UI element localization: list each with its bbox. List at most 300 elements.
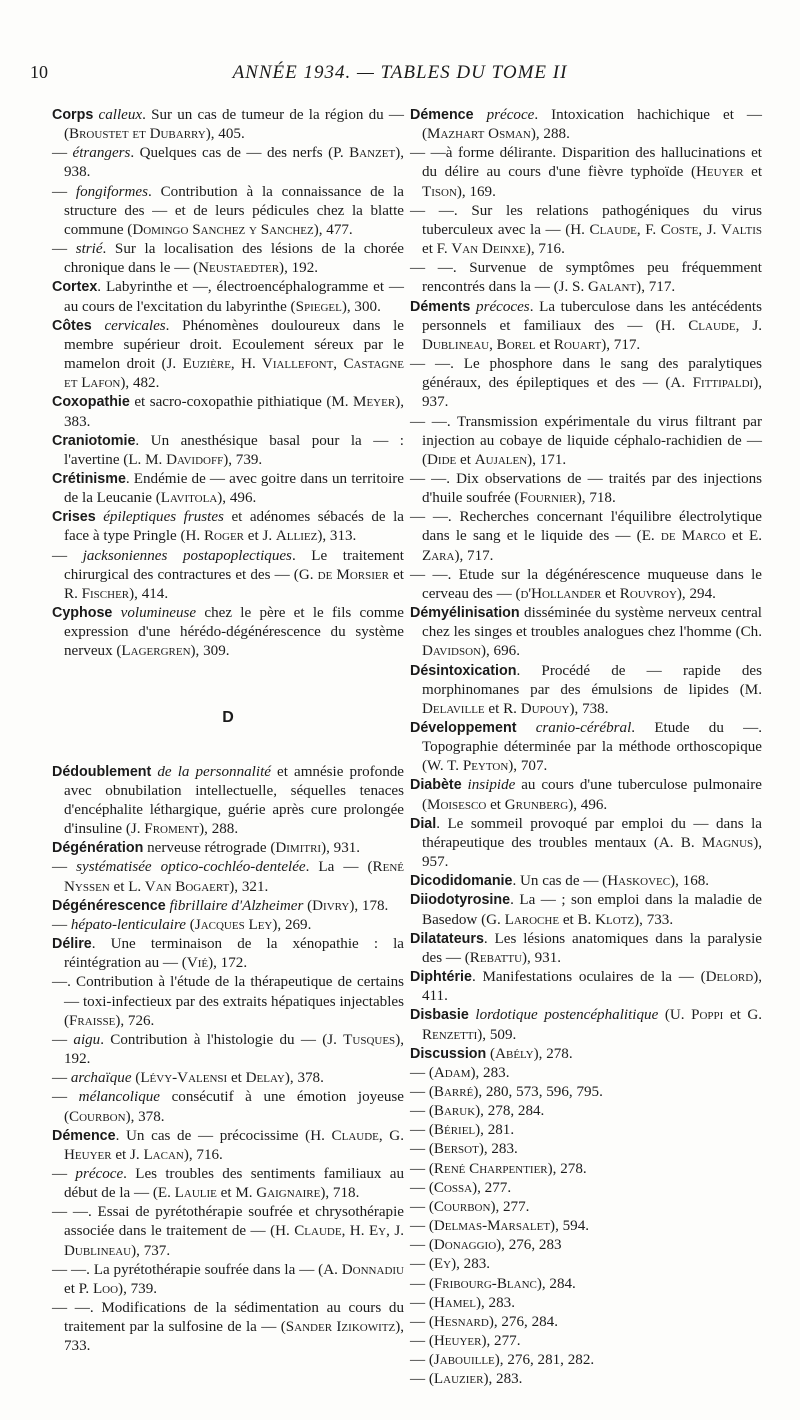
author-name: Dide [427, 451, 457, 468]
index-entry [410, 891, 762, 929]
entry-text: . Contribution à la connaissance de la structure des — et de leurs pédicules chez la blatte commune ( [64, 183, 405, 238]
entry-text: — [52, 145, 73, 162]
entry-text: et [486, 796, 505, 813]
index-entry [410, 1121, 762, 1140]
entry-text: — —. Recherches concernant l'équilibre électrolytique dans le sang et le liquide des — (E. [410, 509, 762, 545]
entry-text: , J. [735, 317, 763, 334]
entry-text: et G. [723, 1007, 763, 1024]
entry-text: ), 707. [508, 758, 548, 775]
index-entry [410, 1255, 762, 1274]
author-name: Renzetti [422, 1026, 478, 1043]
index-entry [52, 470, 404, 508]
entry-text: — —. Sur les relations pathogéniques du virus tuberculeux avec la — (H. [410, 202, 762, 238]
entry-text: . Le sommeil provoqué par emploi du — dans la thérapeutique des troubles mentaux (A. B. [422, 815, 762, 851]
entry-text: — ( [410, 1333, 434, 1349]
author-name: Domingo Sanchez y Sanchez [132, 221, 314, 238]
author-name: Galant [588, 279, 637, 296]
author-name: Bériel [433, 1122, 476, 1139]
entry-qualifier: cranio-cérébral [535, 720, 632, 736]
entry-heading: Désintoxication [410, 662, 517, 679]
index-entry [410, 815, 762, 872]
index-entry [410, 1351, 762, 1370]
author-name: Divry [312, 897, 350, 914]
author-name: Abély [495, 1045, 534, 1062]
entry-heading: Démence [410, 107, 474, 123]
section-letter-d: D [222, 708, 234, 726]
author-name: Baruk [433, 1103, 476, 1120]
entry-text: ), 411. [422, 969, 762, 1005]
entry-text: ), 716. [525, 241, 565, 258]
entry-text: , [489, 336, 497, 353]
entry-text: ), 276, 283 [496, 1237, 562, 1254]
entry-text: nerveuse rétrograde ( [143, 840, 276, 857]
entry-text: ), 717. [454, 547, 494, 564]
author-name: Lacan [143, 1146, 184, 1163]
entry-text: ), 284. [536, 1275, 576, 1292]
entry-text: et sacro-coxopathie pithiatique (M. [129, 394, 354, 411]
entry-text: . La — ; son emploi dans la maladie de Basedow (G. [422, 892, 762, 928]
entry-text: — —. Le phosphore dans le sang des paralytiques généraux, des épileptiques et des — (A. [410, 356, 762, 392]
running-title: ANNÉE 1934. — TABLES DU TOME II [232, 62, 568, 83]
entry-text: ), 283. [475, 1294, 515, 1311]
author-name: Alliez [275, 528, 318, 545]
author-name: Rouart [553, 336, 602, 353]
entry-text: ), 280, 573, 596, 795. [473, 1083, 603, 1100]
entry-text: ), 739. [118, 1280, 158, 1297]
author-name: de Marco [660, 528, 726, 545]
entry-text: , J. [698, 221, 721, 238]
index-entry [52, 1088, 404, 1126]
entry-qualifier: volumineuse [120, 605, 197, 622]
author-name: Courbon [433, 1198, 491, 1215]
entry-heading: Dilatateurs [410, 930, 484, 947]
author-name: Tison [422, 183, 457, 200]
author-name: Moisesco [427, 796, 487, 813]
entry-text: ), 309. [190, 643, 230, 660]
entry-text: et [743, 164, 763, 181]
author-name: Magnus [701, 834, 754, 851]
index-entry [52, 317, 404, 394]
author-name: Neustaedter [198, 260, 280, 277]
entry-text: ), 277. [472, 1179, 512, 1196]
author-name: Mazhart Osman [427, 126, 531, 143]
entry-text: ), 276, 284. [488, 1313, 558, 1330]
entry-text: ), 169. [456, 183, 496, 200]
author-name: René Nyssen [64, 859, 404, 895]
entry-text: ( [131, 1070, 141, 1087]
entry-text: ), 383. [64, 394, 404, 430]
author-name: Fischer [81, 585, 130, 602]
entry-text: et amnésie profonde avec obnubilation intellectuelle, séquelles tenaces d'encéphalite léthargique, guérie après cure prolongée d'insuline (J. [64, 763, 405, 838]
index-entry [52, 508, 404, 546]
index-entry [410, 508, 762, 565]
author-name: Poppi [691, 1007, 724, 1024]
author-name: Roger [203, 528, 244, 545]
entry-text: ), 496. [217, 490, 257, 507]
index-entry [410, 470, 762, 508]
index-entry [410, 1179, 762, 1198]
entry-text: , G. [378, 1127, 404, 1144]
index-entry [410, 106, 762, 144]
index-entry [410, 1198, 762, 1217]
index-entry [410, 355, 762, 412]
entry-qualifier: épileptiques frustes [103, 509, 224, 526]
author-name: Barré [433, 1083, 474, 1100]
entry-heading: Dial [410, 815, 437, 832]
index-entry [410, 259, 762, 297]
author-name: Lévy-Valensi [140, 1070, 228, 1087]
entry-text: et [109, 878, 129, 895]
entry-text: ), 509. [477, 1026, 517, 1043]
index-entry [410, 1332, 762, 1351]
index-entry [52, 1165, 404, 1203]
entry-qualifier: insipide [467, 777, 516, 794]
entry-text: et J. [244, 528, 276, 545]
entry-text: ), 178. [349, 897, 389, 914]
entry-text: — ( [410, 1103, 434, 1120]
author-name: Van Deinxe [451, 241, 526, 258]
index-entry [410, 930, 762, 968]
entry-text: — [52, 1031, 74, 1048]
entry-text: ), 192. [64, 1031, 404, 1068]
entry-text: ), 283. [470, 1064, 510, 1081]
index-entry [410, 776, 762, 814]
entry-qualifier: précoce [486, 107, 535, 123]
entry-heading: Démence [52, 1127, 116, 1144]
entry-text: ), 378. [284, 1070, 324, 1087]
entry-text: — [52, 241, 76, 258]
author-name: Heuyer [696, 164, 744, 181]
entry-qualifier: précoce [75, 1165, 124, 1182]
index-entry [52, 432, 404, 470]
index-entry [410, 1370, 762, 1389]
author-name: Lagergren [121, 643, 191, 660]
author-name: Ey [433, 1256, 452, 1273]
entry-text: ), 405. [205, 126, 245, 143]
author-name: Jabouille [433, 1352, 495, 1369]
entry-text: ), 192. [279, 260, 319, 277]
author-name: Claude [589, 221, 637, 238]
entry-text: , F. [636, 221, 661, 238]
author-name: Loo [92, 1280, 119, 1297]
entry-heading: Crétinisme [52, 470, 126, 487]
entry-text: chez le père et le fils comme expression d'une hérédo-dégénérescence du système nerveux ( [64, 605, 404, 660]
entry-text: ), 718. [320, 1185, 360, 1202]
entry-text: ), 738. [569, 700, 609, 717]
entry-heading: Crises [52, 509, 96, 526]
index-entry [52, 1069, 404, 1088]
author-name: Dublineau [64, 1242, 132, 1259]
entry-text: ), 931. [321, 840, 361, 857]
entry-heading: Discussion [410, 1045, 487, 1062]
entry-text: ), 726. [115, 1012, 155, 1029]
entry-qualifier: précoces [476, 298, 530, 315]
entry-heading: Coxopathie [52, 394, 130, 411]
author-name: Froment [144, 821, 200, 838]
author-name: Fournier [519, 490, 577, 507]
entry-text: ( [186, 916, 195, 933]
author-name: Grunberg [504, 796, 569, 813]
entry-qualifier: archaïque [70, 1070, 132, 1087]
author-name: Rouvroy [619, 585, 677, 602]
entry-text: — —. Transmission expérimentale du virus filtrant par injection au cobaye de liquide céphalo-rachidien de — ( [410, 413, 762, 468]
entry-text: ), 931. [522, 949, 562, 966]
entry-text [112, 605, 120, 621]
entry-text: — —. Survenue de symptômes peu fréquemment rencontrés dans la — (J. S. [410, 260, 762, 296]
left-column [52, 106, 404, 1357]
entry-heading: Corps [52, 107, 94, 123]
entry-text: — ( [410, 1083, 434, 1100]
entry-text: et E. [725, 528, 763, 545]
author-name: d'Hollander [520, 585, 602, 602]
entry-text: . Etude du —. Topographie déterminée par la méthode orthoscopique (W. T. [422, 720, 762, 775]
entry-text: — [52, 1070, 71, 1087]
index-entry [52, 240, 404, 278]
entry-text: ), 281. [475, 1122, 515, 1139]
entry-text: et [227, 1070, 246, 1087]
author-name: Dupouy [520, 700, 570, 717]
author-name: Heuyer [64, 1146, 112, 1163]
entry-text: ), 288. [530, 126, 570, 143]
index-entry [52, 278, 404, 316]
entry-text: ), 718. [576, 490, 616, 507]
index-entry [410, 298, 762, 355]
entry-text: et F. [422, 241, 452, 258]
entry-text: ), 477. [313, 221, 353, 238]
entry-text: ), 378. [125, 1108, 165, 1125]
entry-heading: Développement [410, 720, 517, 736]
index-entry [52, 183, 404, 240]
entry-heading: Cyphose [52, 605, 113, 622]
author-name: Laulie [174, 1185, 217, 1202]
index-entry [410, 1006, 762, 1044]
index-entry [52, 604, 404, 661]
author-name: Courbon [69, 1108, 126, 1125]
index-entry [410, 1160, 762, 1179]
entry-text: . Phénomènes douloureux dans le membre supérieur droit. Ecoulement séreux par le mamelon droit (J. [64, 317, 405, 373]
entry-text: et R. [64, 566, 404, 602]
author-name: Peyton [462, 758, 509, 775]
page-number: 10 [30, 62, 48, 82]
author-name: Lauzier [433, 1371, 484, 1388]
entry-text: — ( [410, 1237, 434, 1254]
author-name: Euzière, H. Viallefont, Castagne et Lafon [64, 356, 405, 392]
entry-qualifier: hépato-lenticulaire [70, 916, 187, 933]
entry-heading: Dégénérescence [52, 897, 166, 914]
index-entry [52, 858, 404, 896]
entry-text: ), 739. [223, 451, 263, 468]
entry-text: et M. [216, 1185, 257, 1202]
entry-heading: Disbasie [410, 1007, 469, 1024]
author-name: Ey [368, 1223, 387, 1240]
entry-text: ), 294. [676, 585, 716, 602]
entry-text: , J. [386, 1223, 404, 1240]
entry-text: — —à forme délirante. Disparition des hallucinations et du délire au cours d'une fièvre typhoïde ( [410, 145, 762, 181]
entry-text: ), 321. [229, 878, 269, 895]
author-name: Lavitola [160, 490, 218, 507]
entry-heading: Dégénération [52, 840, 144, 857]
entry-text: ), 300. [341, 298, 381, 315]
author-name: de Morsier [317, 566, 389, 583]
entry-text: ), 733. [634, 911, 674, 928]
entry-heading: Dédoublement [52, 763, 152, 780]
index-entry [52, 1261, 404, 1299]
entry-text: (U. [658, 1007, 692, 1024]
author-name: Cossa [433, 1179, 473, 1196]
entries-d [52, 763, 404, 1357]
entry-text: ), 594. [550, 1218, 590, 1235]
entry-text: ( [486, 1045, 496, 1062]
entry-qualifier: cervicales [104, 317, 166, 334]
author-name: Klotz [595, 911, 635, 928]
entry-heading: Déments [410, 298, 471, 315]
author-name: Adam [433, 1064, 471, 1081]
entry-text: ), 288. [199, 821, 239, 838]
entry-text: et J. [111, 1146, 144, 1163]
entry-qualifier: lordotique postencéphalitique [475, 1007, 659, 1024]
entry-text: — ( [410, 1294, 434, 1311]
entry-text: et P. [64, 1280, 93, 1297]
entry-qualifier: calleux [98, 107, 143, 123]
author-name: Dublineau [422, 336, 490, 353]
entry-heading: Côtes [52, 317, 92, 334]
entry-text: ), 938. [64, 145, 404, 181]
entry-text: — —. La pyrétothérapie soufrée dans la — (A. [52, 1261, 342, 1278]
entry-heading: Démyélinisation [410, 605, 520, 622]
index-entry [410, 1217, 762, 1236]
author-name: Delmas-Marsalet [433, 1218, 551, 1235]
author-name: Delay [245, 1070, 285, 1087]
author-name: Aujalen [474, 451, 528, 468]
entry-text: — ( [410, 1160, 434, 1177]
entry-text: . Les lésions anatomiques dans la paralysie des — ( [422, 930, 762, 966]
author-name: Fittipaldi [692, 375, 754, 392]
index-entry [410, 1064, 762, 1083]
entry-text: — ( [410, 1179, 434, 1196]
index-entry [52, 106, 404, 144]
entry-text: ), 172. [208, 955, 248, 972]
entry-text: ), 937. [422, 375, 762, 411]
entry-heading: Diphtérie [410, 969, 472, 986]
entry-text: . Intoxication hachichique et — ( [422, 107, 762, 143]
entry-text: — —. Modifications de la sédimentation au cours du traitement par la sulfosine de la — ( [52, 1300, 404, 1336]
entry-qualifier: fongiformes [75, 183, 149, 200]
entry-text: — —. Dix observations de — traités par des injections d'huile soufrée ( [410, 470, 762, 507]
entry-text: au cours d'une tuberculose pulmonaire ( [422, 777, 762, 813]
author-name: Gaignaire [256, 1185, 321, 1202]
entry-text: ), 957. [422, 834, 762, 871]
entry-text: ), 716. [183, 1146, 223, 1163]
index-entry [52, 144, 404, 182]
entry-text: — ( [410, 1198, 434, 1215]
author-name: Donaggio [433, 1237, 497, 1254]
author-name: Spiegel [295, 298, 342, 315]
index-entry [410, 604, 762, 661]
author-name: Claude [688, 317, 736, 334]
entry-text: . La — ( [305, 859, 373, 876]
entry-text: — —. Etude sur la dégénérescence muqueuse dans le cerveau des — ( [410, 566, 762, 602]
index-entry [52, 1203, 404, 1260]
author-name: Zara [422, 547, 455, 564]
entry-qualifier: de la personnalité [157, 763, 271, 780]
author-name: Banzet [349, 145, 396, 162]
entry-text: . Sur un cas de tumeur de la région du — ( [64, 107, 404, 143]
author-name: Tusques [343, 1031, 396, 1048]
index-entry [410, 1102, 762, 1121]
author-name: Valtis [720, 221, 762, 238]
index-entry [52, 916, 404, 935]
entry-text: —. Contribution à l'étude de la thérapeutique de certains — toxi-infectieux par des extraits hépatiques injectables ( [52, 974, 404, 1029]
entry-text: — ( [410, 1313, 434, 1330]
entry-text: et adénomes sébacés de la face à type Pringle (H. [64, 509, 404, 545]
author-name: Bersot [433, 1141, 479, 1158]
entries-right [410, 106, 762, 1389]
entry-qualifier: mélancolique [78, 1089, 160, 1106]
entry-text: disséminée du système nerveux central chez les singes et troubles analogues chez l'homme (Ch. [422, 605, 762, 641]
index-entry [52, 935, 404, 973]
entries-c [52, 106, 404, 662]
entry-qualifier: strié [75, 241, 103, 258]
index-entry [410, 1083, 762, 1102]
index-entry [410, 1045, 762, 1064]
entry-text: — [52, 1089, 79, 1106]
author-name: Davidoff [166, 451, 224, 468]
entry-text: ), 283. [451, 1256, 491, 1273]
entry-text: ), 496. [568, 796, 608, 813]
entry-text: . Sur la localisation des lésions de la chorée chronique dans le — ( [64, 241, 404, 277]
entry-text: . Quelques cas de — des nerfs (P. [130, 145, 350, 162]
author-name: Delaville [422, 700, 485, 717]
entry-text: . La tuberculose dans les antécédents personnels et familiaux des — (H. [422, 298, 763, 334]
entry-text: ), 277. [481, 1333, 521, 1349]
author-name: Heuyer [433, 1333, 482, 1349]
entry-text: — ( [410, 1256, 434, 1273]
author-name: Claude [331, 1127, 379, 1144]
entry-text: . Procédé de — rapide des morphinomanes par des émulsions de lipides (M. [422, 662, 762, 698]
entry-qualifier: étrangers [72, 145, 131, 162]
entry-qualifier: systématisée optico-cochléo-dentelée [76, 859, 306, 876]
entry-text: — ( [410, 1122, 434, 1139]
entry-text: ), 278. [547, 1160, 587, 1177]
author-name: Hesnard [433, 1313, 489, 1330]
entry-text: ), 414. [129, 585, 169, 602]
entry-text: — [52, 1165, 76, 1182]
index-entry [410, 1313, 762, 1332]
author-name: Fribourg-Blanc [433, 1275, 537, 1292]
author-name: Rebattu [469, 949, 523, 966]
author-name: Davidson [422, 643, 481, 660]
entry-text: — ( [410, 1218, 434, 1235]
index-entry [410, 566, 762, 604]
entry-text: ), 737. [131, 1242, 171, 1259]
entry-text: . Un cas de — précocissime (H. [115, 1127, 332, 1144]
author-name: L. Van Bogaert [128, 878, 230, 895]
entry-text: ( [303, 897, 313, 914]
entry-text: . Labyrinthe et —, électroencéphalogramme et — au cours de l'excitation du labyrinthe ( [64, 279, 404, 315]
author-name: Dimitri [275, 840, 322, 857]
entry-text: ), 269. [272, 916, 312, 933]
author-name: Borel [496, 336, 536, 353]
index-entry [410, 1140, 762, 1159]
author-name: Meyer [353, 394, 396, 411]
entry-text [516, 720, 535, 736]
entry-text [474, 107, 487, 123]
entry-text: ), 276, 281, 282. [494, 1352, 595, 1369]
index-entry [410, 719, 762, 776]
index-entry [410, 1275, 762, 1294]
author-name: Claude [294, 1223, 342, 1240]
entry-text: — ( [410, 1064, 434, 1081]
